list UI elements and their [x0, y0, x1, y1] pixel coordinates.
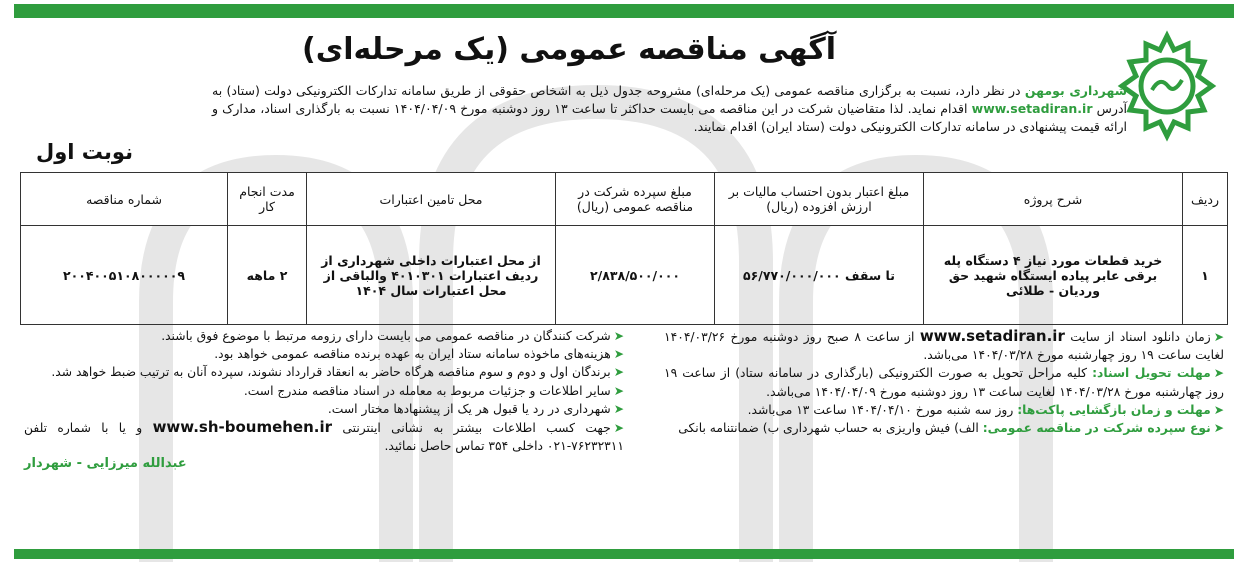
note-winners-text: برندگان اول و دوم و سوم مناقصه هرگاه حاضر به انعقاد قرارداد نشوند، سپرده آنان به ترتیب ضبط خواهد شد.	[51, 365, 611, 380]
municipality-website-link[interactable]: www.sh-boumehen.ir	[152, 418, 333, 437]
note-fees	[24, 345, 624, 363]
note-contact-text-b: و یا با شماره تلفن ۷۶۲۳۲۳۱۱-۰۲۱ داخلی ۳۵۴ تماس حاصل نمائید.	[24, 421, 624, 454]
note-opening-text: روز سه شنبه مورخ ۱۴۰۴/۰۴/۱۰ ساعت ۱۳ می‌باشد.	[747, 402, 1018, 417]
note-fees-text: هزینه‌های ماخوذه سامانه ستاد ایران به عهده برنده مناقصه عمومی خواهد بود.	[214, 347, 611, 362]
bottom-green-bar	[14, 549, 1234, 559]
note-delivery-text: کلیه مراحل تحویل به صورت الکترونیکی (بارگذاری در سامانه ستاد) از ساعت ۱۹ روز چهارشنبه مورخ ۱۴۰۴/۰۳/۲۸ لغایت ساعت ۱۳ روز دوشنبه مورخ ۱۴۰۴/۰۴/۰۹ می‌باشد.	[664, 366, 1224, 399]
note-opening	[664, 401, 1224, 419]
setadiran-link[interactable]: www.setadiran.ir	[971, 101, 1093, 116]
setadiran-link-2[interactable]: www.setadiran.ir	[919, 327, 1065, 345]
cell-credit: تا سقف ۵۶/۷۷۰/۰۰۰/۰۰۰	[715, 226, 924, 325]
th-project: شرح پروژه	[924, 173, 1183, 226]
note-resume-text: شرکت کنندگان در مناقصه عمومی می بایست دارای رزومه مرتبط با موضوع فوق باشند.	[161, 329, 611, 343]
cell-deposit: ۲/۸۳۸/۵۰۰/۰۰۰	[556, 226, 715, 325]
table-header-row	[21, 173, 1228, 226]
note-resume	[24, 327, 624, 345]
note-winners	[24, 363, 624, 381]
cell-funding: از محل اعتبارات داخلی شهرداری از ردیف اعتبارات ۴۰۱۰۳۰۱ والباقی از محل اعتبارات سال ۱۴۰۴	[307, 226, 556, 325]
note-deposit-type	[664, 419, 1224, 437]
cell-row-no: ۱	[1183, 226, 1228, 325]
arrow-bullet-icon: ➤	[613, 365, 624, 380]
note-rights-text: شهرداری در رد یا قبول هر یک از پیشنهادها مختار است.	[327, 401, 611, 416]
arrow-bullet-icon: ➤	[1213, 366, 1224, 381]
th-credit: مبلغ اعتبار بدون احتساب مالیات بر ارزش افزوده (ریال)	[715, 173, 924, 226]
note-details	[24, 382, 624, 400]
cell-tender-no: ۲۰۰۴۰۰۵۱۰۸۰۰۰۰۰۹	[21, 226, 228, 325]
th-tender-no: شماره مناقصه	[21, 173, 228, 226]
th-deposit: مبلغ سپرده شرکت در مناقصه عمومی (ریال)	[556, 173, 715, 226]
municipality-logo-icon	[1112, 28, 1222, 148]
page-title: آگهی مناقصه عمومی (یک مرحله‌ای)	[302, 32, 836, 67]
arrow-bullet-icon: ➤	[613, 383, 624, 398]
note-deposit-text: الف) فیش واریزی به حساب شهرداری ب) ضمانتنامه بانکی	[678, 421, 983, 436]
notice-frame	[16, 22, 1232, 542]
note-details-text: سایر اطلاعات و جزئیات مربوط به معامله در اسناد مناقصه مندرج است.	[243, 383, 611, 398]
left-notes	[24, 327, 624, 474]
note-contact-text-a: جهت کسب اطلاعات بیشتر به نشانی اینترنتی	[332, 421, 611, 436]
right-notes	[664, 327, 1224, 437]
note-download-text-b: از ساعت ۸ صبح روز دوشنبه مورخ ۱۴۰۴/۰۳/۲۶ لغایت ساعت ۱۹ روز چهارشنبه مورخ ۱۴۰۴/۰۳/۲۸ می‌باشد.	[664, 330, 1224, 363]
top-green-bar	[14, 4, 1234, 18]
arrow-bullet-icon: ➤	[613, 347, 624, 362]
cell-project: خرید قطعات مورد نیاز ۴ دستگاه پله برقی عابر پیاده ایستگاه شهید حق وردیان - طلائی	[924, 226, 1183, 325]
arrow-bullet-icon: ➤	[1213, 330, 1224, 344]
arrow-bullet-icon: ➤	[613, 401, 624, 416]
intro-text-2: اقدام نماید. لذا متقاضیان شرکت در این مناقصه می بایست حداکثر تا ساعت ۱۳ روز دوشنبه مورخ ۱۴۰۴/۰۴/۰۹ نسبت به بارگذاری اسناد، مدارک و ارائه قیمت پیشنهادی در سامانه تدارکات الکترونیکی دولت (ستاد ایران) اقدام نمایند.	[212, 101, 1127, 134]
municipality-name: شهرداری بومهن	[1024, 83, 1128, 98]
note-delivery	[664, 364, 1224, 400]
note-contact	[24, 418, 624, 455]
table-row	[21, 226, 1228, 325]
note-download	[664, 327, 1224, 364]
intro-text-1: در نظر دارد، نسبت به برگزاری مناقصه عمومی (یک مرحله‌ای) مشروحه جدول ذیل به اشخاص حقوقی از طریق سامانه تدارکات الکترونیکی دولت (ستاد) به آدرس	[212, 83, 1127, 116]
arrow-bullet-icon: ➤	[1213, 421, 1224, 436]
th-funding: محل تامین اعتبارات	[307, 173, 556, 226]
round-label: نوبت اول	[36, 140, 133, 164]
cell-duration: ۲ ماهه	[228, 226, 307, 325]
arrow-bullet-icon: ➤	[613, 421, 624, 436]
arrow-bullet-icon: ➤	[1213, 402, 1224, 417]
note-deposit-label: نوع سپرده شرکت در مناقصه عمومی:	[982, 421, 1211, 436]
intro-paragraph	[212, 82, 1127, 136]
note-opening-label: مهلت و زمان بازگشایی پاکت‌ها:	[1017, 402, 1211, 417]
tender-table	[20, 172, 1228, 325]
th-duration: مدت انجام کار	[228, 173, 307, 226]
note-rights	[24, 400, 624, 418]
signature: عبدالله میرزایی - شهردار	[24, 456, 187, 472]
note-download-text-a: زمان دانلود اسناد از سایت	[1064, 330, 1211, 344]
th-row-no: ردیف	[1183, 173, 1228, 226]
note-delivery-label: مهلت تحویل اسناد:	[1092, 366, 1211, 381]
arrow-bullet-icon: ➤	[613, 329, 624, 343]
